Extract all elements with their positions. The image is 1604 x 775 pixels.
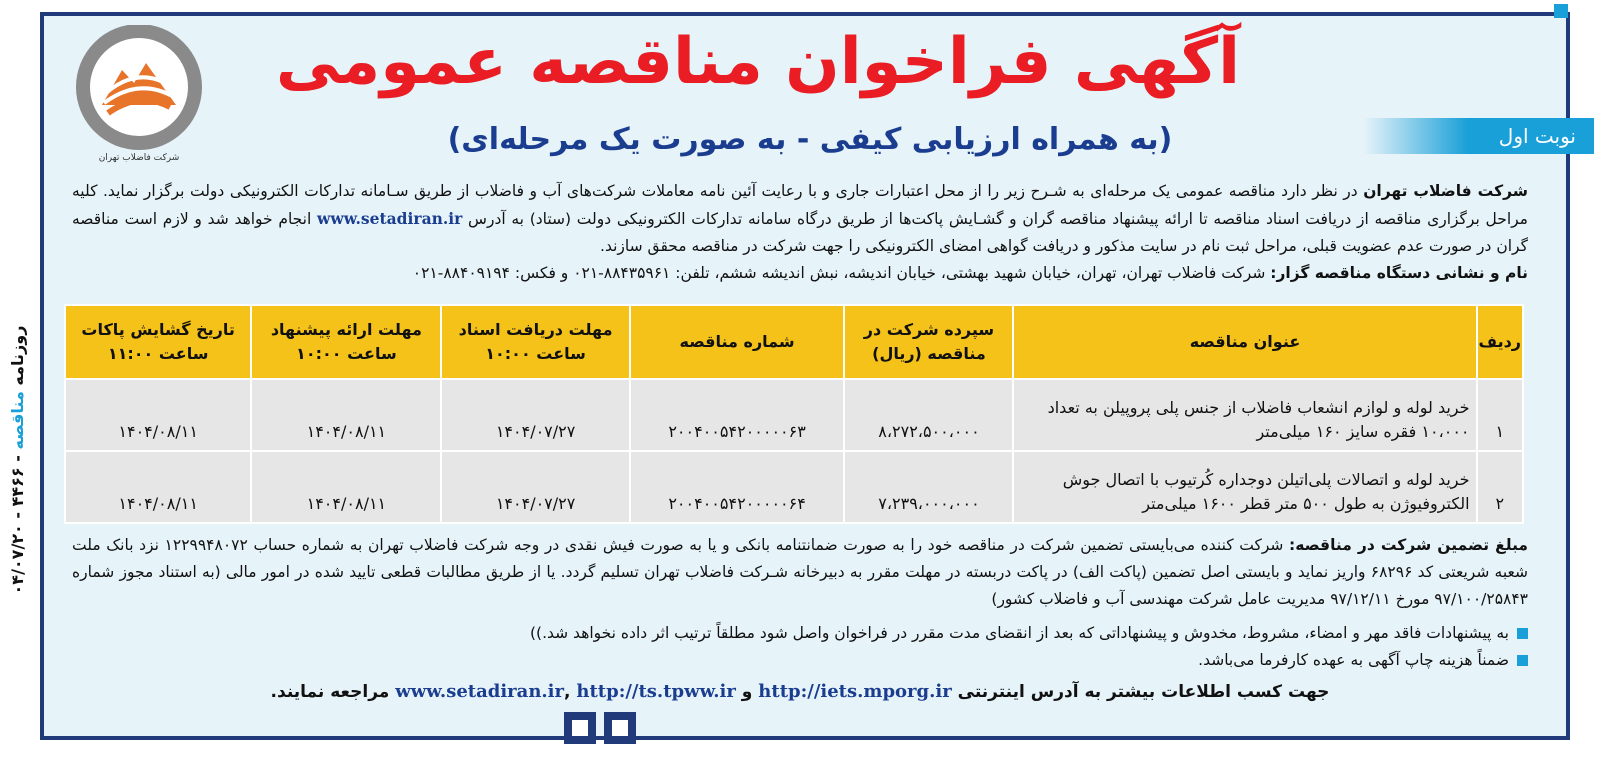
tpww-link[interactable]: http://ts.tpww.ir: [576, 681, 736, 702]
list-item: [72, 647, 1528, 674]
header-submit-label: مهلت ارائه پیشنهاد: [270, 320, 422, 339]
row-receive-date: ۱۴۰۴/۰۷/۲۷: [441, 451, 629, 523]
bullet-square-icon: [1517, 628, 1528, 639]
row-number: ۱: [1477, 379, 1523, 451]
setad-link[interactable]: www.setadiran.ir: [317, 209, 463, 228]
footer-and: و: [741, 682, 753, 702]
deco-square-icon: [604, 712, 636, 744]
row-tender-number: ۲۰۰۴۰۰۵۴۲۰۰۰۰۰۶۴: [630, 451, 845, 523]
row-submit-date: ۱۴۰۴/۰۸/۱۱: [251, 451, 441, 523]
header-open-time: ساعت ۱۱:۰۰: [107, 344, 209, 363]
table-row: [65, 379, 1523, 451]
iets-link[interactable]: http://iets.mporg.ir: [758, 681, 952, 702]
footer-comma: ,: [564, 682, 571, 702]
bullet-square-icon: [1517, 655, 1528, 666]
row-title: خرید لوله و اتصالات پلی‌اتیلن دوجداره کُرتیوب با اتصال جوش الکتروفیوژن به طول ۵۰۰ متر قطر ۱۶۰۰ میلی‌متر: [1013, 451, 1476, 523]
newspaper-name: مناقصه: [8, 391, 27, 450]
row-number: ۲: [1477, 451, 1523, 523]
deco-square-icon: [564, 712, 596, 744]
corner-decoration: [1554, 4, 1568, 18]
row-submit-date: ۱۴۰۴/۰۸/۱۱: [251, 379, 441, 451]
side-caption-text: [8, 310, 27, 610]
guarantee-label: مبلغ تضمین شرکت در مناقصه:: [1289, 536, 1528, 554]
logo-caption: شرکت فاضلاب تهران: [98, 153, 180, 163]
row-deposit: ۷،۲۳۹،۰۰۰،۰۰۰: [844, 451, 1013, 523]
table-header-row: [65, 305, 1523, 379]
intro-paragraph: [72, 178, 1528, 287]
footer-suffix: مراجعه نمایند.: [270, 682, 390, 702]
header-submit-time: ساعت ۱۰:۰۰: [296, 344, 397, 363]
header-open: [65, 305, 251, 379]
page-title: آگهی فراخوان مناقصه عمومی: [275, 25, 1240, 99]
newspaper-prefix: روزنامه: [8, 325, 27, 386]
header-row-number: ردیف: [1477, 305, 1523, 379]
company-logo: [72, 25, 206, 165]
guarantee-paragraph: [72, 532, 1528, 613]
notes-list: [72, 620, 1528, 674]
row-open-date: ۱۴۰۴/۰۸/۱۱: [65, 379, 251, 451]
footer-links: [72, 678, 1528, 706]
guarantee-text: شرکت کننده می‌بایستی تضمین شرکت در مناقصه خود را به صورت ضمانتنامه بانکی و یا به صورت فیش نقدی در وجه شرکت فاضلاب تهران به شماره حساب ۱۲۲۹۹۴۸۰۷۲ نزد بانک ملت شعبه شریعتی کد ۶۸۲۹۶ واریز نماید و بایستی اصل تضمین (پاکت الف) در پاکت دربسته در مهلت مقرر به دبیرخانه شـرکت فاضلاب تهران تسلیم گردد. یا از طریق مطالبات قطعی تایید شده در امور مالی (به استناد مجوز شماره ۹۷/۱۰۰/۲۵۸۴۳ مورخ ۹۷/۱۲/۱۱ مدیریت عامل شرکت مهندسی آب و فاضلاب کشور): [72, 536, 1528, 608]
row-title: خرید لوله و لوازم انشعاب فاضلاب از جنس پلی پروپیلن به تعداد ۱۰،۰۰۰ فقره سایز ۱۶۰ میلی‌متر: [1013, 379, 1476, 451]
company-name: شرکت فاضلاب تهران: [1363, 182, 1528, 200]
list-item: [72, 620, 1528, 647]
side-caption: [8, 310, 48, 610]
setadiran-link[interactable]: www.setadiran.ir: [395, 681, 564, 702]
header-title: عنوان مناقصه: [1013, 305, 1476, 379]
wastewater-logo-icon: [72, 25, 206, 153]
footer-prefix: جهت کسب اطلاعات بیشتر به آدرس اینترنتی: [957, 682, 1330, 702]
header-open-label: تاریخ گشایش پاکات: [81, 320, 235, 339]
tender-table: [64, 304, 1524, 524]
row-open-date: ۱۴۰۴/۰۸/۱۱: [65, 451, 251, 523]
row-deposit: ۸،۲۷۲،۵۰۰،۰۰۰: [844, 379, 1013, 451]
note-text: به پیشنهادات فاقد مهر و امضاء، مشروط، مخدوش و پیشنهاداتی که بعد از انقضای مدت مقرر در فراخوان واصل شود مطلقاً ترتیب اثر داده نخواهد شد.)): [529, 624, 1509, 642]
issue-info: - ۴۴۶۶ - ۰۴/۰۷/۲۰: [8, 455, 27, 595]
note-text: ضمناً هزینه چاپ آگهی به عهده کارفرما می‌باشد.: [1198, 651, 1509, 669]
row-receive-date: ۱۴۰۴/۰۷/۲۷: [441, 379, 629, 451]
bottom-decoration: [560, 712, 640, 748]
intro-text-1: در نظر دارد مناقصه عمومی یک مرحله‌ای به شـرح زیر را از محل اعتبارات جاری و با رعایت آئین نامه معاملات شرکت‌های آب و فاضلاب از طریق سـامانه تدارکات الکترونیکی دولت برگزار نماید. کلیه مراحل برگزاری مناقصه از دریافت اسناد مناقصه تا ارائه پیشنهاد مناقصه گران و گشـایش پاکت‌ها از طریق درگاه سامانه تدارکات الکترونیکی دولت (ستاد) به آدرس: [72, 182, 1528, 228]
header-receive-time: ساعت ۱۰:۰۰: [485, 344, 586, 363]
address-label: نام و نشانی دستگاه مناقصه گزار:: [1270, 264, 1528, 282]
table-row: [65, 451, 1523, 523]
header-submit: [251, 305, 441, 379]
round-badge: نوبت اول: [1364, 118, 1594, 154]
header-receive: [441, 305, 629, 379]
header-deposit: سپرده شرکت در مناقصه (ریال): [844, 305, 1013, 379]
row-tender-number: ۲۰۰۴۰۰۵۴۲۰۰۰۰۰۶۳: [630, 379, 845, 451]
address-text: شرکت فاضلاب تهران، تهران، خیابان شهید بهشتی، خیابان اندیشه، نبش اندیشه ششم، تلفن: ۸۸۴۳۵۹۶۱-۰۲۱ و فکس: ۸۸۴۰۹۱۹۴-۰۲۱: [412, 264, 1266, 282]
intro-text-2: انجام خواهد شد و لازم است مناقصه گران در صورت عدم عضویت قبلی، مراحل ثبت نام در سایت مذکور و دریافت گواهی امضای الکترونیکی را جهت شرکت در مناقصه محقق سازند.: [72, 210, 1528, 255]
header-number: شماره مناقصه: [630, 305, 845, 379]
header-receive-label: مهلت دریافت اسناد: [458, 320, 613, 339]
page-subtitle: (به همراه ارزیابی کیفی - به صورت یک مرحله‌ای): [447, 122, 1173, 157]
